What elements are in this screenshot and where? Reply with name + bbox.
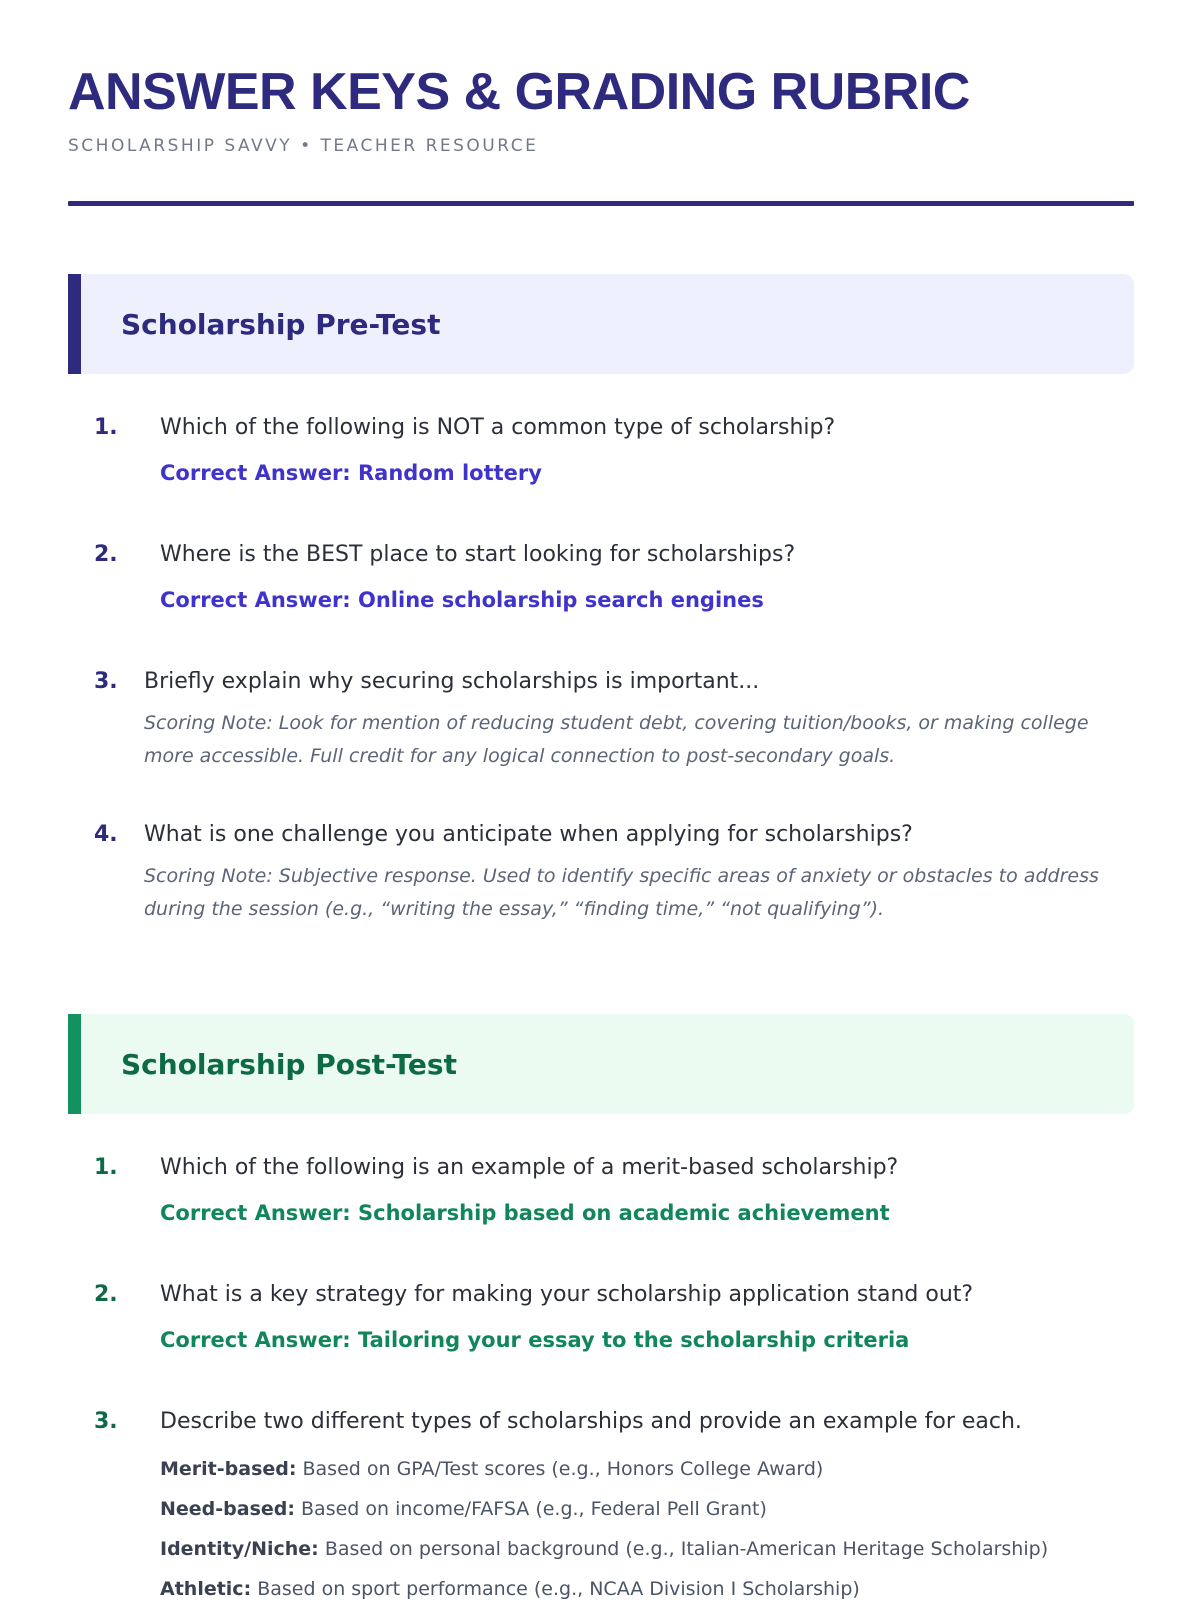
correct-answer: Correct Answer: Tailoring your essay to the scholarship criteria <box>160 1328 910 1352</box>
page-title: ANSWER KEYS & GRADING RUBRIC <box>68 63 970 121</box>
pre-test-title: Scholarship Pre-Test <box>121 307 441 341</box>
question-number: 4. <box>94 822 118 847</box>
correct-answer: Correct Answer: Random lottery <box>160 461 542 485</box>
question-text: Briefly explain why securing scholarships is important... <box>144 669 760 694</box>
question-number: 1. <box>94 415 118 440</box>
post-test-title: Scholarship Post-Test <box>121 1047 457 1081</box>
correct-answer: Correct Answer: Scholarship based on academic achievement <box>160 1201 890 1225</box>
question-text: Which of the following is NOT a common type of scholarship? <box>160 415 836 440</box>
scoring-note: Scoring Note: Subjective response. Used to identify specific areas of anxiety or obstacles to address during the session (e.g., “writing the essay,” “finding time,” “not qualifying”). <box>144 865 1099 920</box>
question-number: 2. <box>94 542 118 567</box>
question-text: What is a key strategy for making your scholarship application stand out? <box>160 1282 974 1307</box>
question-text: Describe two different types of scholarships and provide an example for each. <box>160 1409 1022 1434</box>
type-label: Athletic: <box>160 1578 252 1600</box>
type-description: Based on GPA/Test scores (e.g., Honors College Award) <box>296 1458 824 1480</box>
type-description: Based on personal background (e.g., Italian-American Heritage Scholarship) <box>318 1538 1049 1560</box>
correct-answer: Correct Answer: Online scholarship search engines <box>160 588 764 612</box>
page-subtitle: SCHOLARSHIP SAVVY • TEACHER RESOURCE <box>68 136 539 156</box>
type-label: Merit-based: <box>160 1458 297 1480</box>
pre-test-header <box>68 274 1134 374</box>
question-number: 2. <box>94 1282 118 1307</box>
question-text: Where is the BEST place to start looking for scholarships? <box>160 542 796 567</box>
question-text: Which of the following is an example of a merit-based scholarship? <box>160 1155 899 1180</box>
type-description: Based on income/FAFSA (e.g., Federal Pell Grant) <box>294 1498 767 1520</box>
scoring-note: Scoring Note: Look for mention of reducing student debt, covering tuition/books, or making college more accessible. Full credit for any logical connection to post-secondary goals. <box>144 712 1089 767</box>
type-label: Identity/Niche: <box>160 1538 319 1560</box>
question-number: 3. <box>94 1409 118 1434</box>
scholarship-types-list <box>160 1449 1134 1609</box>
scholarship-type-identity <box>160 1529 1134 1569</box>
scholarship-type-athletic <box>160 1569 1134 1609</box>
question-number: 3. <box>94 669 118 694</box>
scholarship-type-need <box>160 1489 1134 1529</box>
title-divider <box>68 201 1134 206</box>
question-number: 1. <box>94 1155 118 1180</box>
type-description: Based on sport performance (e.g., NCAA Division I Scholarship) <box>251 1578 860 1600</box>
question-text: What is one challenge you anticipate when applying for scholarships? <box>144 822 913 847</box>
type-label: Need-based: <box>160 1498 295 1520</box>
post-test-header <box>68 1014 1134 1114</box>
scholarship-type-merit <box>160 1449 1134 1489</box>
